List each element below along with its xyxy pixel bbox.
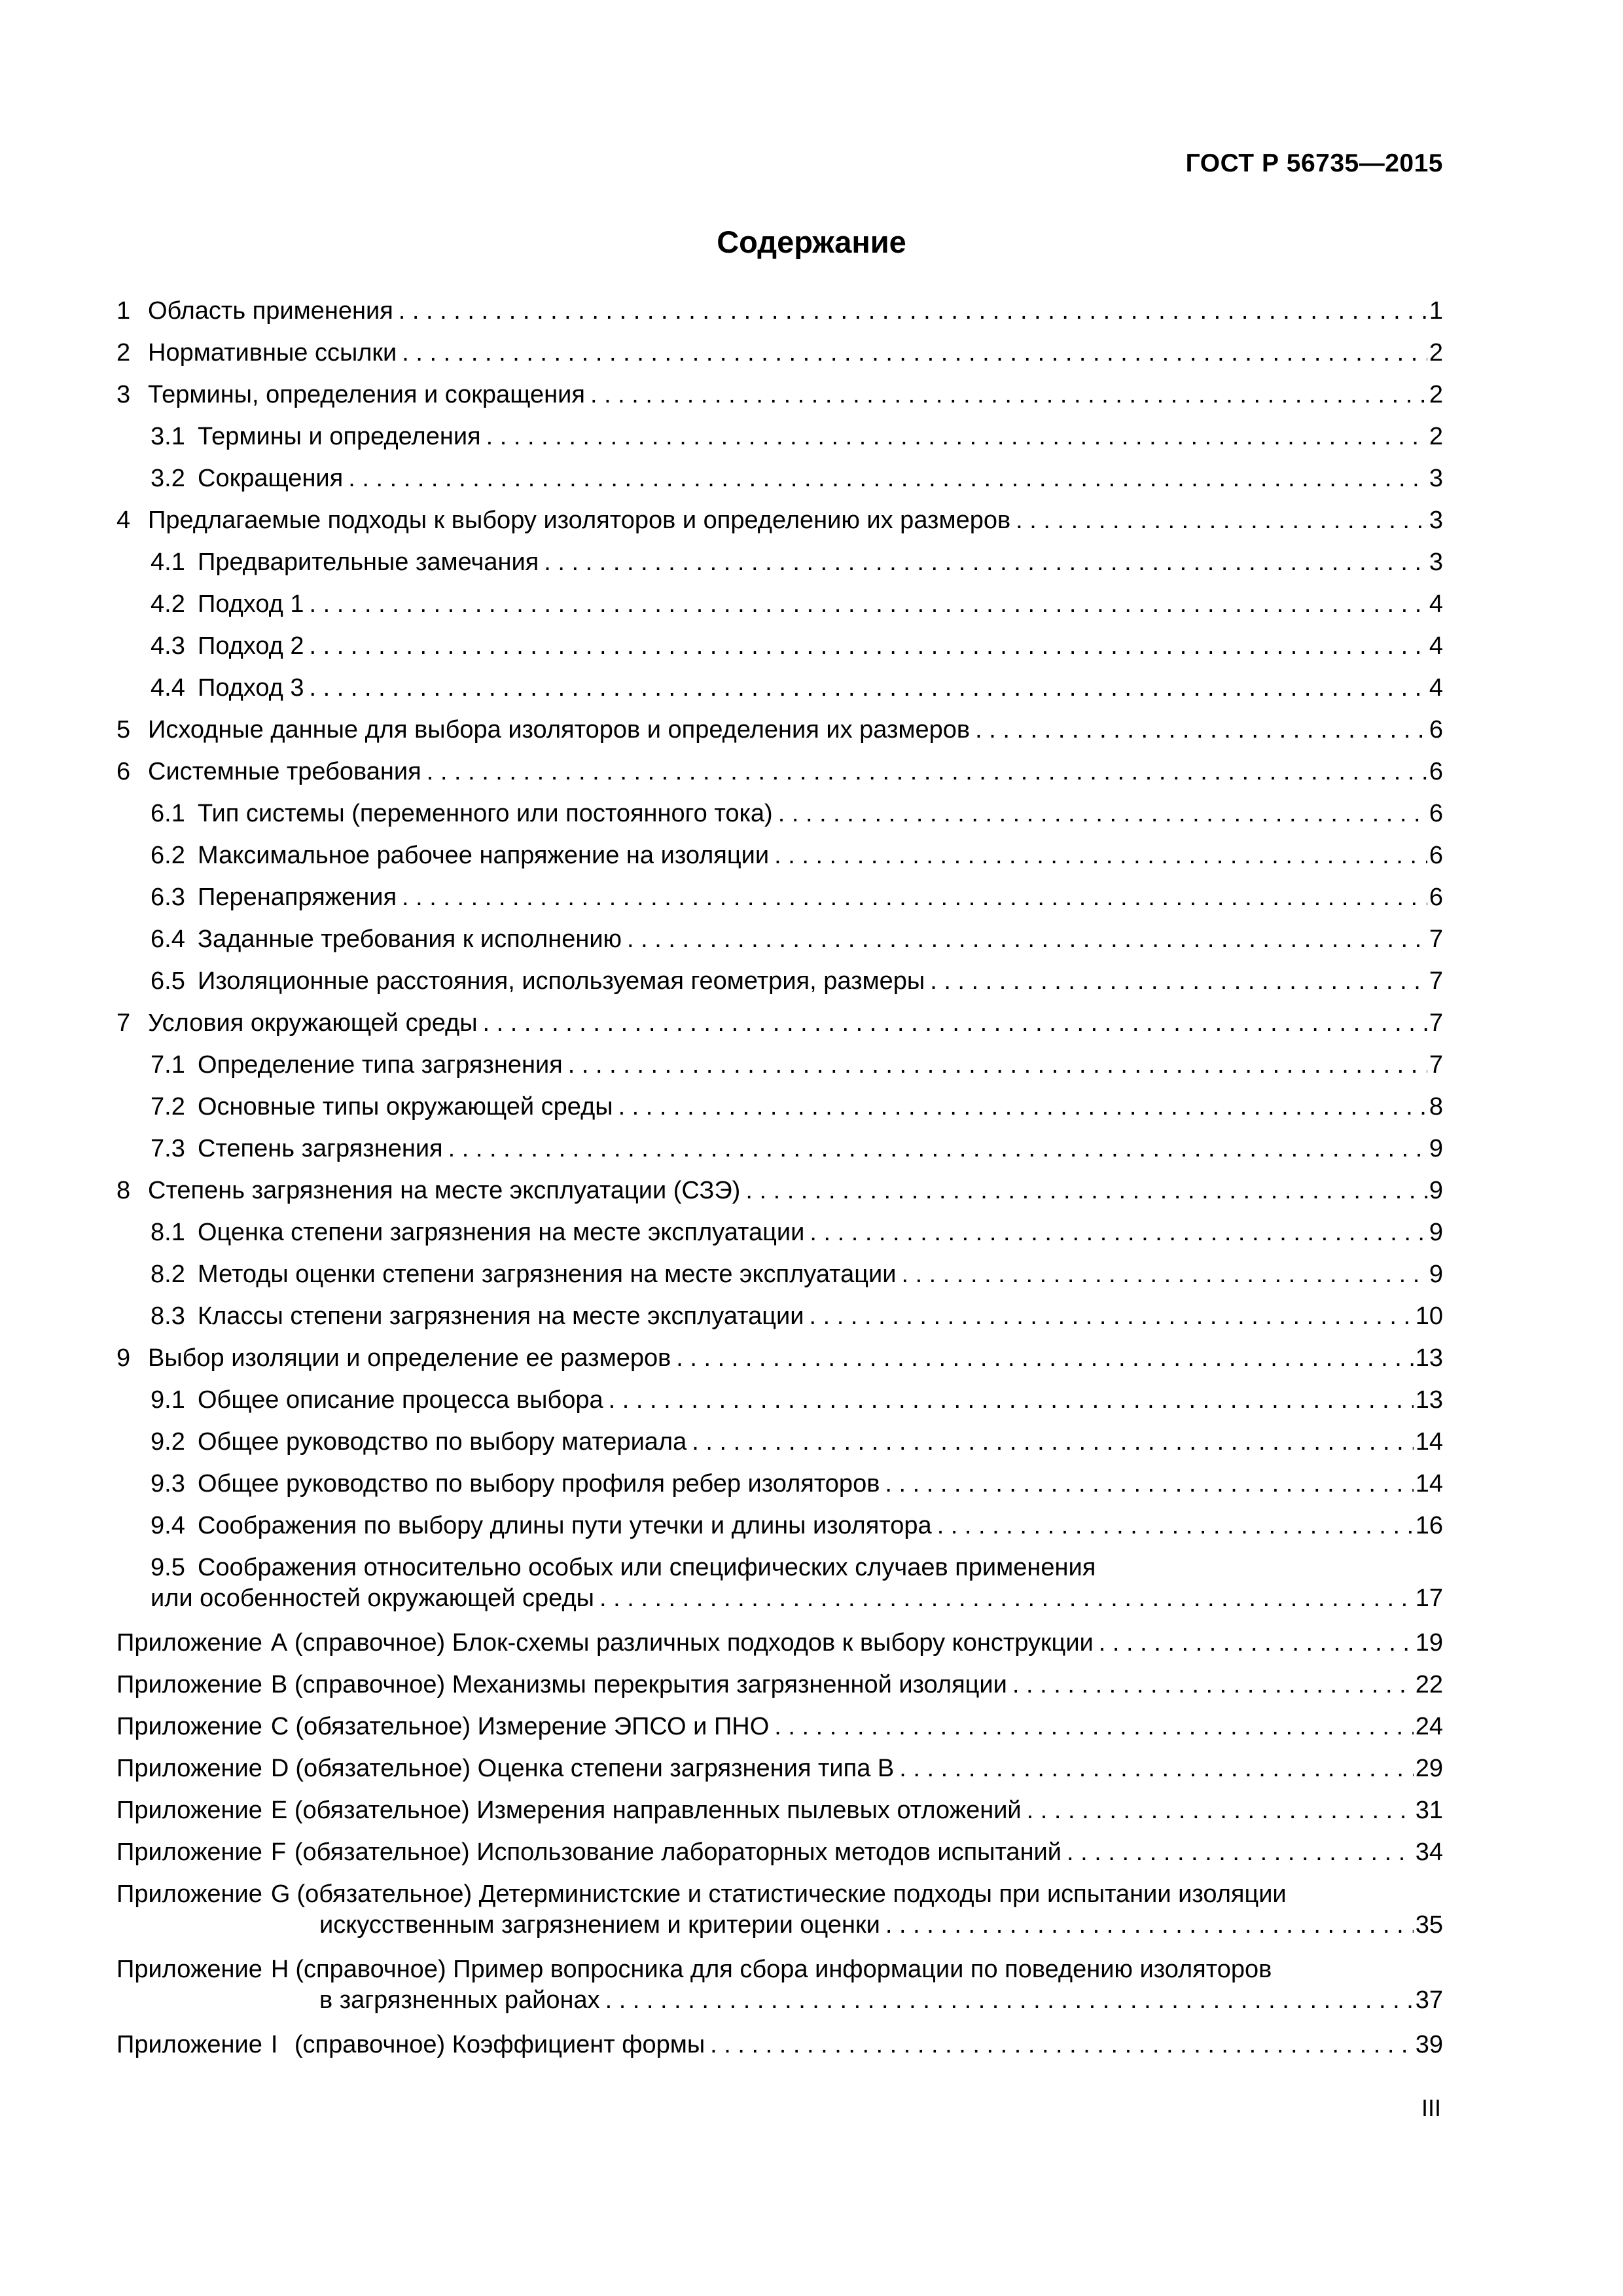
appendix-page: 37 — [1415, 1986, 1443, 2014]
toc-entry-number: 9.2 — [151, 1428, 185, 1456]
appendix-entry-line — [116, 1985, 1443, 2016]
toc-entry[interactable] — [116, 589, 1443, 631]
toc-entry-page: 9 — [1429, 1219, 1443, 1246]
toc-entry[interactable] — [116, 463, 1443, 505]
dot-leader — [618, 1092, 1427, 1122]
toc-entry-line — [116, 1301, 1443, 1332]
toc-entry-number: 7 — [116, 1009, 131, 1037]
toc-entry[interactable] — [116, 1301, 1443, 1343]
toc-entry-title: Сокращения — [198, 465, 344, 492]
dot-leader — [937, 1511, 1414, 1541]
appendix-title: (обязательное) Детерминистские и статистические подходы при испытании изоляции — [296, 1880, 1287, 1908]
toc-entry-line — [116, 338, 1443, 368]
appendix-prefix: Приложение — [116, 1880, 262, 1908]
dot-leader — [590, 380, 1427, 410]
appendix-entry[interactable] — [116, 1712, 1443, 1753]
appendix-letter: Е — [270, 1797, 288, 1824]
appendix-page: 24 — [1415, 1713, 1443, 1740]
appendix-prefix: Приложение — [116, 1629, 262, 1657]
toc-entry-number: 4.2 — [151, 590, 185, 618]
toc-entry-number: 5 — [116, 716, 131, 744]
appendix-page: 31 — [1415, 1797, 1443, 1824]
appendix-entry[interactable] — [116, 1837, 1443, 1879]
toc-entry-number: 8.1 — [151, 1219, 185, 1246]
appendix-entry[interactable] — [116, 2030, 1443, 2072]
toc-entry-title: Определение типа загрязнения — [198, 1051, 563, 1079]
appendix-entry-line — [116, 1753, 1443, 1784]
toc-entry-number: 1 — [116, 297, 131, 325]
appendix-entry[interactable] — [116, 1753, 1443, 1795]
appendix-entry[interactable] — [116, 1670, 1443, 1712]
toc-entry-line — [116, 296, 1443, 327]
toc-entry-page: 1 — [1429, 297, 1443, 325]
toc-entry-page: 4 — [1429, 590, 1443, 618]
toc-entry-page: 16 — [1415, 1512, 1443, 1539]
appendix-title: (справочное) Коэффициент формы — [294, 2031, 705, 2058]
dot-leader — [1067, 1837, 1414, 1868]
toc-entry-title: Термины и определения — [198, 423, 481, 450]
toc-entry-number: 3 — [116, 381, 131, 408]
toc-entry-title: Изоляционные расстояния, используемая геометрия, размеры — [198, 967, 925, 995]
toc-entry[interactable] — [116, 715, 1443, 757]
toc-entry-line — [116, 505, 1443, 536]
dot-leader — [810, 1301, 1414, 1332]
toc-entry-title: Перенапряжения — [198, 884, 397, 911]
toc-entry-line — [116, 589, 1443, 620]
dot-leader — [710, 2030, 1414, 2060]
toc-entry-title: Общее руководство по выбору профиля ребер изоляторов — [198, 1470, 880, 1498]
toc-entry-page: 13 — [1415, 1386, 1443, 1414]
appendix-letter: В — [270, 1671, 288, 1698]
toc-entry-page: 4 — [1429, 632, 1443, 660]
toc-entry-title: Предлагаемые подходы к выбору изоляторов и определению их размеров — [148, 507, 1011, 534]
dot-leader — [930, 966, 1427, 997]
appendix-entry-line — [116, 1628, 1443, 1659]
toc-entry[interactable] — [116, 1385, 1443, 1427]
appendix-entry[interactable] — [116, 1954, 1443, 2030]
toc-entry-number: 9.1 — [151, 1386, 185, 1414]
toc-entry-title: Условия окружающей среды — [148, 1009, 478, 1037]
toc-entry-line — [116, 463, 1443, 494]
toc-entry-title: Степень загрязнения на месте эксплуатации (СЗЭ) — [148, 1177, 741, 1204]
toc-entry-line — [116, 1134, 1443, 1164]
toc-entry[interactable] — [116, 1511, 1443, 1552]
toc-entry-number: 9.4 — [151, 1512, 185, 1539]
appendix-entry-line — [116, 1670, 1443, 1700]
toc-entry-line — [116, 380, 1443, 410]
toc-entry-line — [116, 1511, 1443, 1541]
toc-entry[interactable] — [116, 505, 1443, 547]
dot-leader — [1027, 1795, 1414, 1826]
toc-entry-title: Общее руководство по выбору материала — [198, 1428, 687, 1456]
dot-leader — [778, 798, 1427, 829]
toc-entry-page: 7 — [1429, 1051, 1443, 1079]
dot-leader — [544, 547, 1427, 578]
appendix-title: (справочное) Пример вопросника для сбора информации по поведению изоляторов — [295, 1956, 1272, 1983]
toc-entry-title: Соображения по выбору длины пути утечки и длины изолятора — [198, 1512, 932, 1539]
toc-entry-number: 4.4 — [151, 674, 185, 702]
appendix-letter: I — [270, 2031, 278, 2058]
toc-entry-number: 8.2 — [151, 1261, 185, 1288]
toc-entry[interactable] — [116, 1427, 1443, 1469]
appendix-title-continued: искусственным загрязнением и критерии оценки — [319, 1911, 880, 1939]
toc-entry-line — [116, 798, 1443, 829]
dot-leader — [310, 589, 1427, 620]
appendix-entry-line — [116, 1712, 1443, 1742]
toc-entry[interactable] — [116, 924, 1443, 966]
toc-entry-title: Тип системы (переменного или постоянного тока) — [198, 800, 773, 827]
appendix-entry[interactable] — [116, 1879, 1443, 1954]
toc-entry[interactable] — [116, 631, 1443, 673]
appendix-page: 22 — [1415, 1671, 1443, 1698]
toc-entry-page: 2 — [1429, 381, 1443, 408]
toc-entry[interactable] — [116, 1175, 1443, 1217]
appendix-entry-line — [116, 1879, 1443, 1910]
dot-leader — [975, 715, 1427, 745]
page-title: Содержание — [717, 224, 906, 259]
toc-entry-page: 4 — [1429, 674, 1443, 702]
toc-entry-number: 3.2 — [151, 465, 185, 492]
toc-entry-page: 6 — [1429, 758, 1443, 785]
toc-entry[interactable] — [116, 1008, 1443, 1050]
toc-entry[interactable] — [116, 1552, 1443, 1628]
appendix-letter: Н — [270, 1956, 289, 1983]
dot-leader — [402, 882, 1427, 913]
toc-entry-title: Подход 2 — [198, 632, 304, 660]
toc-entry-line — [116, 422, 1443, 452]
toc-entry-page: 14 — [1415, 1470, 1443, 1498]
dot-leader — [399, 296, 1427, 327]
toc-entry[interactable] — [116, 1469, 1443, 1511]
dot-leader — [627, 924, 1427, 955]
toc-entry-title: Максимальное рабочее напряжение на изоляции — [198, 842, 770, 869]
dot-leader — [568, 1050, 1427, 1081]
toc-entry[interactable] — [116, 840, 1443, 882]
appendix-title-continued: в загрязненных районах — [319, 1986, 600, 2014]
dot-leader — [774, 1712, 1413, 1742]
dot-leader — [310, 631, 1427, 662]
toc-entry-number: 6.1 — [151, 800, 185, 827]
toc-entry-number: 4.3 — [151, 632, 185, 660]
appendix-prefix: Приложение — [116, 2031, 262, 2058]
toc-entry-title: Термины, определения и сокращения — [148, 381, 585, 408]
toc-entry-title: Подход 1 — [198, 590, 304, 618]
appendix-entry-line — [116, 1954, 1443, 1985]
toc-entry-title: Нормативные ссылки — [148, 339, 397, 367]
toc-entry-line — [116, 1217, 1443, 1248]
appendix-entry-line — [116, 2030, 1443, 2060]
toc-entry-number: 9.3 — [151, 1470, 185, 1498]
dot-leader — [486, 422, 1427, 452]
toc-entry-page: 3 — [1429, 507, 1443, 534]
toc-entry-page: 3 — [1429, 548, 1443, 576]
appendix-entry-line — [116, 1837, 1443, 1868]
toc-entry[interactable] — [116, 380, 1443, 422]
toc-entry-page: 9 — [1429, 1135, 1443, 1162]
toc-entry-page: 2 — [1429, 339, 1443, 367]
toc-entry-page: 6 — [1429, 884, 1443, 911]
toc-entry[interactable] — [116, 338, 1443, 380]
toc-entry-number: 6 — [116, 758, 131, 785]
toc-entry[interactable] — [116, 1050, 1443, 1092]
appendix-title: (обязательное) Использование лабораторных методов испытаний — [294, 1839, 1062, 1866]
toc-entry-title-continued: или особенностей окружающей среды — [151, 1585, 594, 1612]
toc-entry-number: 7.1 — [151, 1051, 185, 1079]
dot-leader — [402, 338, 1427, 368]
appendix-entry-line — [116, 1795, 1443, 1826]
toc-entry-title: Оценка степени загрязнения на месте эксплуатации — [198, 1219, 805, 1246]
toc-entry-line — [116, 673, 1443, 704]
dot-leader — [810, 1217, 1427, 1248]
dot-leader — [599, 1583, 1414, 1614]
appendix-page: 34 — [1415, 1839, 1443, 1866]
toc-entry-page: 9 — [1429, 1177, 1443, 1204]
page-number: III — [1421, 2094, 1441, 2121]
toc-entry-page: 10 — [1415, 1302, 1443, 1330]
toc-entry-line — [116, 757, 1443, 787]
appendix-page: 35 — [1415, 1911, 1443, 1939]
toc-entry[interactable] — [116, 673, 1443, 715]
toc-entry[interactable] — [116, 1259, 1443, 1301]
toc-entry-number: 6.4 — [151, 925, 185, 953]
appendix-page: 39 — [1415, 2031, 1443, 2058]
toc-entry[interactable] — [116, 882, 1443, 924]
toc-entry-page: 17 — [1415, 1585, 1443, 1612]
appendix-entry-line — [116, 1910, 1443, 1941]
dot-leader — [427, 757, 1427, 787]
dot-leader — [310, 673, 1427, 704]
dot-leader — [745, 1175, 1427, 1206]
toc-entry-line — [116, 715, 1443, 745]
toc-entry-line — [116, 966, 1443, 997]
toc-entry-page: 14 — [1415, 1428, 1443, 1456]
toc-entry-title: Выбор изоляции и определение ее размеров — [148, 1344, 671, 1372]
toc-entry-page: 7 — [1429, 967, 1443, 995]
appendix-letter: А — [270, 1629, 288, 1657]
appendix-prefix: Приложение — [116, 1839, 262, 1866]
appendix-entry[interactable] — [116, 1795, 1443, 1837]
toc-entry[interactable] — [116, 1217, 1443, 1259]
dot-leader — [605, 1985, 1414, 2016]
dot-leader — [692, 1427, 1413, 1458]
dot-leader — [901, 1259, 1427, 1290]
toc-entry-title: Системные требования — [148, 758, 421, 785]
toc-entry[interactable] — [116, 1134, 1443, 1175]
toc-entry-page: 6 — [1429, 800, 1443, 827]
appendix-prefix: Приложение — [116, 1671, 262, 1698]
toc-entry-page: 7 — [1429, 1009, 1443, 1037]
toc-entry-page: 8 — [1429, 1093, 1443, 1121]
appendix-entry[interactable] — [116, 1628, 1443, 1670]
toc-entry-number: 9 — [116, 1344, 131, 1372]
dot-leader — [1016, 505, 1427, 536]
toc-entry-line — [116, 1552, 1443, 1583]
appendix-prefix: Приложение — [116, 1956, 262, 1983]
toc-entry-number: 6.2 — [151, 842, 185, 869]
appendix-letter: С — [270, 1713, 289, 1740]
toc-entry[interactable] — [116, 296, 1443, 338]
dot-leader — [1099, 1628, 1414, 1659]
toc-entry-line — [116, 924, 1443, 955]
appendix-letter: G — [270, 1880, 291, 1908]
toc-entry-title: Заданные требования к исполнению — [198, 925, 622, 953]
toc-entry-line — [116, 882, 1443, 913]
appendix-letter: F — [270, 1839, 287, 1866]
toc-entry[interactable] — [116, 798, 1443, 840]
toc-entry[interactable] — [116, 1092, 1443, 1134]
toc-entry-line — [116, 1050, 1443, 1081]
appendix-prefix: Приложение — [116, 1797, 262, 1824]
toc-entry-number: 8 — [116, 1177, 131, 1204]
toc-entry[interactable] — [116, 1343, 1443, 1385]
dot-leader — [1012, 1670, 1414, 1700]
toc-entry-number: 7.2 — [151, 1093, 185, 1121]
appendix-title: (обязательное) Измерения направленных пылевых отложений — [294, 1797, 1022, 1824]
toc-entry-line — [116, 1427, 1443, 1458]
toc-entry[interactable] — [116, 422, 1443, 463]
dot-leader — [348, 463, 1427, 494]
toc-entry-number: 3.1 — [151, 423, 185, 450]
toc-entry-page: 6 — [1429, 716, 1443, 744]
appendix-title: (обязательное) Оценка степени загрязнения типа В — [295, 1755, 895, 1782]
dot-leader — [609, 1385, 1414, 1416]
toc-entry-number: 8.3 — [151, 1302, 185, 1330]
document-id: ГОСТ Р 56735—2015 — [1185, 149, 1443, 177]
toc-entry-number: 7.3 — [151, 1135, 185, 1162]
toc-entry-line — [116, 547, 1443, 578]
toc-entry-number: 2 — [116, 339, 131, 367]
toc-entry-page: 3 — [1429, 465, 1443, 492]
toc-entry-line — [116, 1343, 1443, 1374]
toc-entry[interactable] — [116, 547, 1443, 589]
toc-entry-line — [116, 631, 1443, 662]
appendix-page: 19 — [1415, 1629, 1443, 1657]
toc-entry-title: Методы оценки степени загрязнения на месте эксплуатации — [198, 1261, 897, 1288]
toc-entry-title: Общее описание процесса выбора — [198, 1386, 603, 1414]
appendix-title: (справочное) Блок-схемы различных подходов к выбору конструкции — [294, 1629, 1094, 1657]
toc-entry-number: 6.3 — [151, 884, 185, 911]
table-of-contents — [116, 296, 1443, 2072]
toc-entry-title: Степень загрязнения — [198, 1135, 443, 1162]
toc-entry-title: Исходные данные для выбора изоляторов и определения их размеров — [148, 716, 971, 744]
dot-leader — [885, 1910, 1414, 1941]
toc-entry-number: 9.5 — [151, 1554, 185, 1581]
appendix-letter: D — [270, 1755, 289, 1782]
dot-leader — [885, 1469, 1413, 1499]
toc-entry-page: 2 — [1429, 423, 1443, 450]
toc-entry-title: Область применения — [148, 297, 393, 325]
appendix-prefix: Приложение — [116, 1755, 262, 1782]
toc-entry-page: 13 — [1415, 1344, 1443, 1372]
toc-entry-line — [116, 1008, 1443, 1039]
toc-entry-line — [116, 1175, 1443, 1206]
toc-entry[interactable] — [116, 966, 1443, 1008]
dot-leader — [774, 840, 1427, 871]
appendix-prefix: Приложение — [116, 1713, 262, 1740]
toc-entry-line — [116, 1092, 1443, 1122]
toc-entry[interactable] — [116, 757, 1443, 798]
dot-leader — [448, 1134, 1427, 1164]
toc-entry-line — [116, 1469, 1443, 1499]
appendix-title: (справочное) Механизмы перекрытия загрязненной изоляции — [294, 1671, 1007, 1698]
toc-entry-page: 6 — [1429, 842, 1443, 869]
toc-entry-title: Соображения относительно особых или специфических случаев применения — [198, 1554, 1096, 1581]
toc-entry-number: 4 — [116, 507, 131, 534]
toc-entry-line — [116, 1583, 1443, 1614]
dot-leader — [676, 1343, 1413, 1374]
toc-entry-page: 9 — [1429, 1261, 1443, 1288]
toc-entry-title: Предварительные замечания — [198, 548, 539, 576]
appendix-page: 29 — [1415, 1755, 1443, 1782]
toc-entry-number: 4.1 — [151, 548, 185, 576]
toc-entry-line — [116, 1385, 1443, 1416]
dot-leader — [483, 1008, 1427, 1039]
toc-entry-line — [116, 840, 1443, 871]
dot-leader — [899, 1753, 1413, 1784]
toc-entry-title: Подход 3 — [198, 674, 304, 702]
toc-entry-title: Классы степени загрязнения на месте эксплуатации — [198, 1302, 804, 1330]
toc-entry-page: 7 — [1429, 925, 1443, 953]
appendix-title: (обязательное) Измерение ЭПСО и ПНО — [295, 1713, 770, 1740]
toc-entry-title: Основные типы окружающей среды — [198, 1093, 613, 1121]
toc-entry-number: 6.5 — [151, 967, 185, 995]
toc-entry-line — [116, 1259, 1443, 1290]
